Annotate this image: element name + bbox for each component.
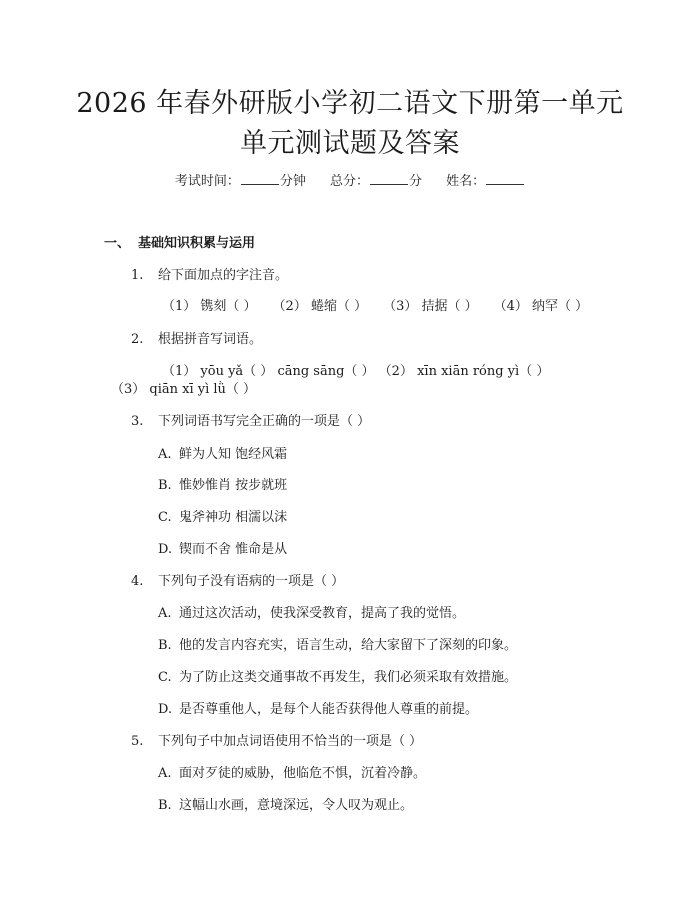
exam-time-unit: 分钟 — [279, 174, 306, 189]
q4-option-c — [158, 666, 517, 685]
q5-option-a — [158, 762, 426, 781]
total-score-blank — [370, 172, 408, 185]
q4-option-d — [158, 698, 478, 717]
q4-option-a — [158, 602, 465, 621]
option-text: 面对歹徒的威胁，他临危不惧，沉着冷静。 — [179, 766, 427, 781]
q4-option-b — [158, 634, 517, 653]
question-number: 3. — [131, 414, 144, 429]
exam-time-field — [175, 170, 306, 189]
question-text: 下列句子中加点词语使用不恰当的一项是（ ） — [158, 734, 423, 749]
q2-pinyin-line1: （1） yōu yǎ（ ） cāng sāng（ ） （2） xīn xiān róng yì（ ） — [162, 364, 550, 379]
page-title-line2: 单元测试题及答案 — [240, 128, 460, 159]
name-blank — [486, 172, 524, 185]
question-5 — [131, 730, 422, 749]
q1-item: （4） 纳罕（ ） — [493, 299, 589, 314]
question-text: 下列词语书写完全正确的一项是（ ） — [158, 414, 371, 429]
option-text: 鲜为人知 饱经风霜 — [179, 447, 288, 462]
q3-option-b — [158, 474, 287, 493]
exam-time-blank — [241, 172, 279, 185]
option-label: A. — [158, 447, 172, 462]
option-label: D. — [158, 702, 173, 717]
question-number: 4. — [131, 574, 144, 589]
total-score-label: 总分： — [329, 174, 369, 189]
q3-option-a — [158, 443, 287, 462]
question-1 — [131, 264, 288, 283]
option-label: C. — [158, 670, 172, 685]
option-text: 锲而不舍 惟命是从 — [179, 542, 288, 557]
q1-item: （1） 镌刻（ ） — [162, 299, 257, 314]
option-label: B. — [158, 478, 172, 493]
name-field — [446, 170, 525, 189]
option-text: 为了防止这类交通事故不再发生，我们必须采取有效措施。 — [179, 670, 518, 685]
total-score-field — [330, 170, 422, 189]
q1-item: （3） 拮据（ ） — [383, 299, 478, 314]
question-text: 下列句子没有语病的一项是（ ） — [158, 574, 345, 589]
question-text: 根据拼音写词语。 — [158, 332, 263, 347]
question-2 — [131, 328, 262, 347]
option-text: 是否尊重他人，是每个人能否获得他人尊重的前提。 — [179, 702, 479, 717]
option-text: 通过这次活动，使我深受教育，提高了我的觉悟。 — [179, 606, 466, 621]
section-title: 基础知识积累与运用 — [138, 236, 256, 251]
option-label: B. — [158, 638, 172, 653]
section-heading — [104, 232, 255, 251]
name-label: 姓名： — [446, 174, 486, 189]
q3-option-d — [158, 538, 287, 557]
question-number: 2. — [131, 332, 144, 347]
option-text: 鬼斧神功 相濡以沫 — [179, 510, 288, 525]
q3-option-c — [158, 506, 287, 525]
question-4 — [131, 570, 344, 589]
option-label: D. — [158, 542, 173, 557]
exam-info-line — [0, 170, 700, 189]
question-number: 1. — [131, 268, 144, 283]
option-label: A. — [158, 766, 172, 781]
section-number: 一、 — [104, 236, 131, 251]
q5-option-b — [158, 794, 413, 813]
q2-pinyin-line2: （3） qiān xī yì lǜ（ ） — [111, 382, 257, 397]
total-score-unit: 分 — [409, 174, 423, 189]
option-text: 惟妙惟肖 按步就班 — [179, 478, 288, 493]
q1-item: （2） 蜷缩（ ） — [272, 299, 368, 314]
option-text: 他的发言内容充实，语言生动，给大家留下了深刻的印象。 — [179, 638, 518, 653]
option-label: B. — [158, 798, 172, 813]
option-text: 这幅山水画，意境深远，令人叹为观止。 — [179, 798, 414, 813]
option-label: A. — [158, 606, 172, 621]
page-title-line1: 2026 年春外研版小学初二语文下册第一单元 — [76, 88, 624, 119]
question-3 — [131, 410, 370, 429]
question-number: 5. — [131, 734, 144, 749]
option-label: C. — [158, 510, 172, 525]
question-text: 给下面加点的字注音。 — [158, 268, 289, 283]
q1-items-row — [162, 295, 588, 314]
exam-time-label: 考试时间： — [174, 174, 240, 189]
